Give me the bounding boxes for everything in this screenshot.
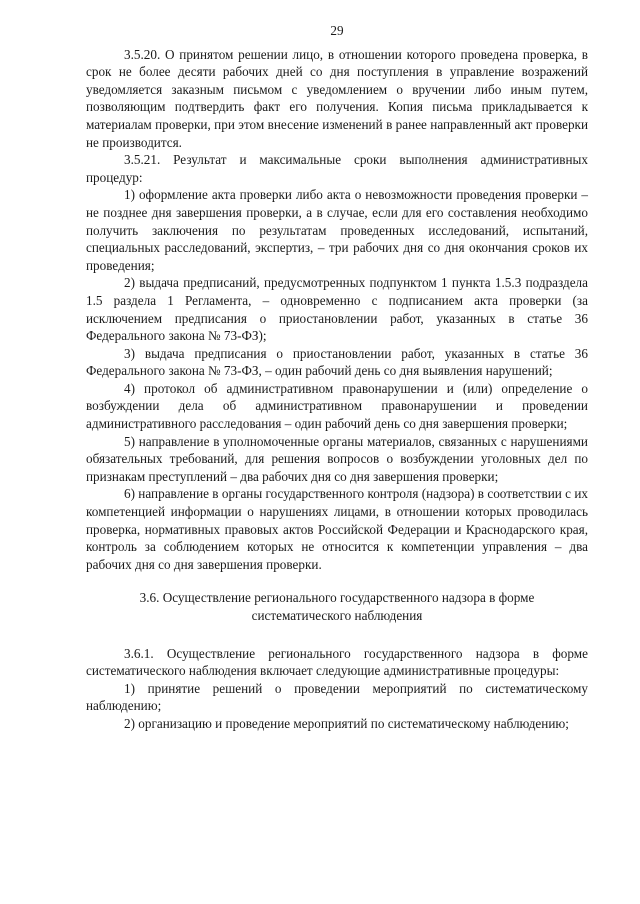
page-number: 29 [330, 23, 344, 38]
list-item-5: 5) направление в уполномоченные органы материалов, связанных с нарушениями обязательных требований, для решения вопросов о возбуждении уголовных дел по признакам преступлений – два рабочих дня со дня завершения проверки; [86, 433, 588, 484]
procedure-item-1: 1) принятие решений о проведении мероприятий по систематическому наблюдению; [86, 680, 588, 714]
paragraph-3-6-1: 3.6.1. Осуществление регионального государственного надзора в форме систематического наблюдения включает следующие административные процедуры: [86, 645, 588, 679]
section-heading-3-6: 3.6. Осуществление регионального государственного надзора в форме систематического наблюдения [139, 590, 535, 623]
list-item-6: 6) направление в органы государственного контроля (надзора) в соответствии с их компетенцией информации о нарушениях лицами, в отношении которых проводилась проверка, нормативных правовых актов Российской Федерации и Краснодарского края, контроль за соблюдением которых не относится к компетенции управления – два рабочих дня со дня завершения проверки. [86, 486, 588, 572]
paragraph-3-5-21: 3.5.21. Результат и максимальные сроки выполнения административных процедур: [86, 152, 588, 185]
list-item-2: 2) выдача предписаний, предусмотренных подпунктом 1 пункта 1.5.3 подраздела 1.5 раздела 1 Регламента, – одновременно с подписанием акта проверки (за исключением предписания о приостановлении работ, указанных в статье 36 Федерального закона № 73-ФЗ); [86, 275, 588, 344]
list-item-4: 4) протокол об административном правонарушении и (или) определение о возбуждении дела об административном правонарушении и проведении административного расследования – один рабочий день со дня завершения проверки; [86, 380, 588, 432]
list-item-1: 1) оформление акта проверки либо акта о невозможности проведения проверки – не позднее дня завершения проверки, а в случае, если для его составления необходимо получить заключения по результатам проведенных исследований, испытаний, специальных расследований, экспертиз, – три рабочих дня со дня окончания сроков их проведения; [86, 187, 588, 273]
list-item-3: 3) выдача предписания о приостановлении работ, указанных в статье 36 Федерального закона № 73-ФЗ, – один рабочий день со дня выявления нарушений; [86, 345, 588, 379]
procedure-item-2: 2) организацию и проведение мероприятий по систематическому наблюдению; [124, 715, 569, 731]
paragraph-3-5-20: 3.5.20. О принятом решении лицо, в отношении которого проведена проверка, в срок не более десяти рабочих дней со дня поступления в управление возражений уведомляется заказным письмом с уведомлением о вручении либо иным путем, позволяющим подтвердить факт его получения. Копия письма прикладывается к материалам проверки, при этом внесение изменений в ранее направленный акт проверки не производится. [86, 46, 588, 150]
